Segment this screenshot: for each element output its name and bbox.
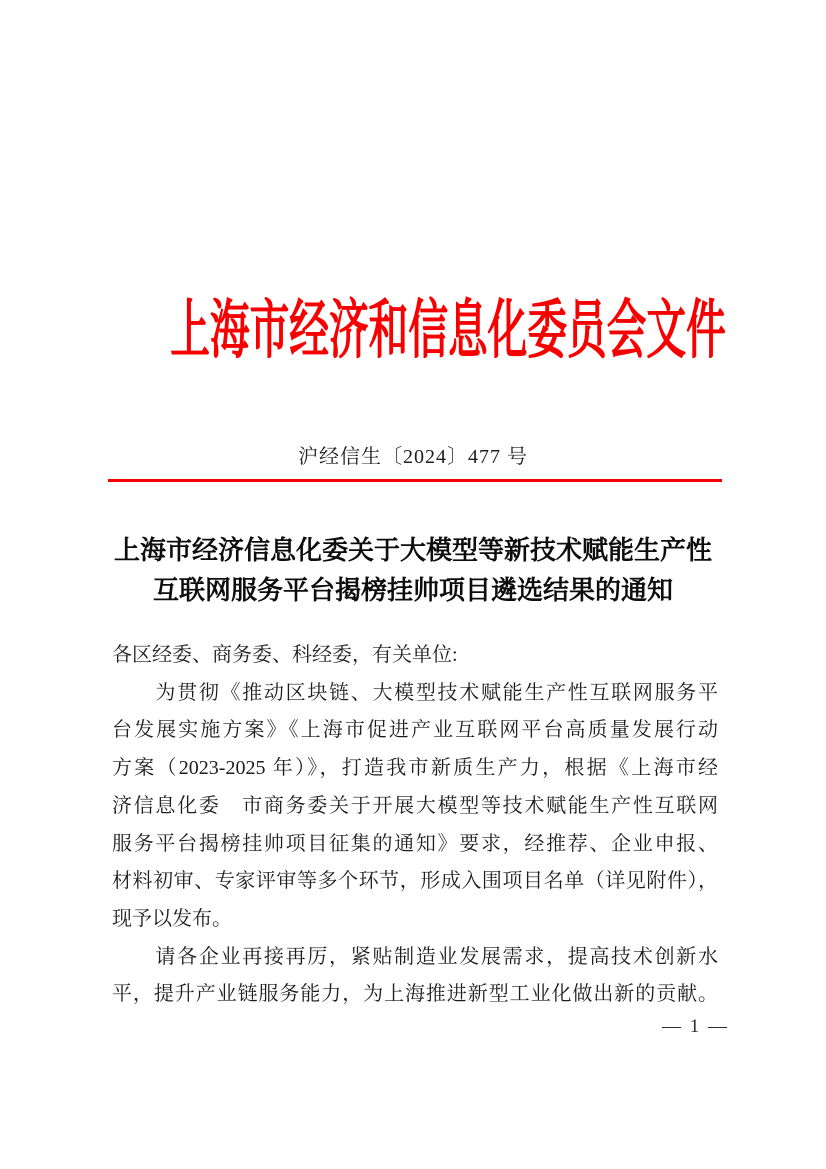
body-line: 请各企业再接再厉，紧贴制造业发展需求，提高技术创新水 — [112, 945, 718, 968]
body-line: 为贯彻《推动区块链、大模型技术赋能生产性互联网服务平 — [112, 681, 718, 704]
red-header-banner — [0, 294, 826, 368]
body-line: 现予以发布。 — [112, 907, 232, 930]
body-line-salutation: 各区经委、商务委、科经委，有关单位: — [112, 644, 458, 666]
document-title-line-1: 上海市经济信息化委关于大模型等新技术赋能生产性 — [113, 536, 712, 565]
body-line: 济信息化委 市商务委关于开展大模型等技术赋能生产性互联网 — [112, 794, 718, 817]
body-line: 材料初审、专家评审等多个环节，形成入围项目名单（详见附件）， — [112, 870, 718, 893]
body-line: 平，提升产业链服务能力，为上海推进新型工业化做出新的贡献。 — [112, 983, 718, 1006]
document-title-line-2: 互联网服务平台揭榜挂帅项目遴选结果的通知 — [152, 576, 673, 605]
body-line: 服务平台揭榜挂帅项目征集的通知》要求，经推荐、企业申报、 — [112, 832, 718, 855]
document-title — [0, 531, 826, 611]
page-number: — 1 — — [662, 1016, 729, 1037]
document-number: 沪经信生〔2024〕477 号 — [298, 446, 528, 468]
red-divider-line — [108, 479, 722, 482]
body-line: 台发展实施方案》《上海市促进产业互联网平台高质量发展行动 — [112, 719, 718, 742]
body-line: 方案（2023-2025 年）》，打造我市新质生产力，根据《上海市经 — [112, 757, 718, 780]
issuing-agency-title: 上海市经济和信息化委员会文件 — [170, 293, 726, 368]
document-body — [112, 637, 718, 1014]
